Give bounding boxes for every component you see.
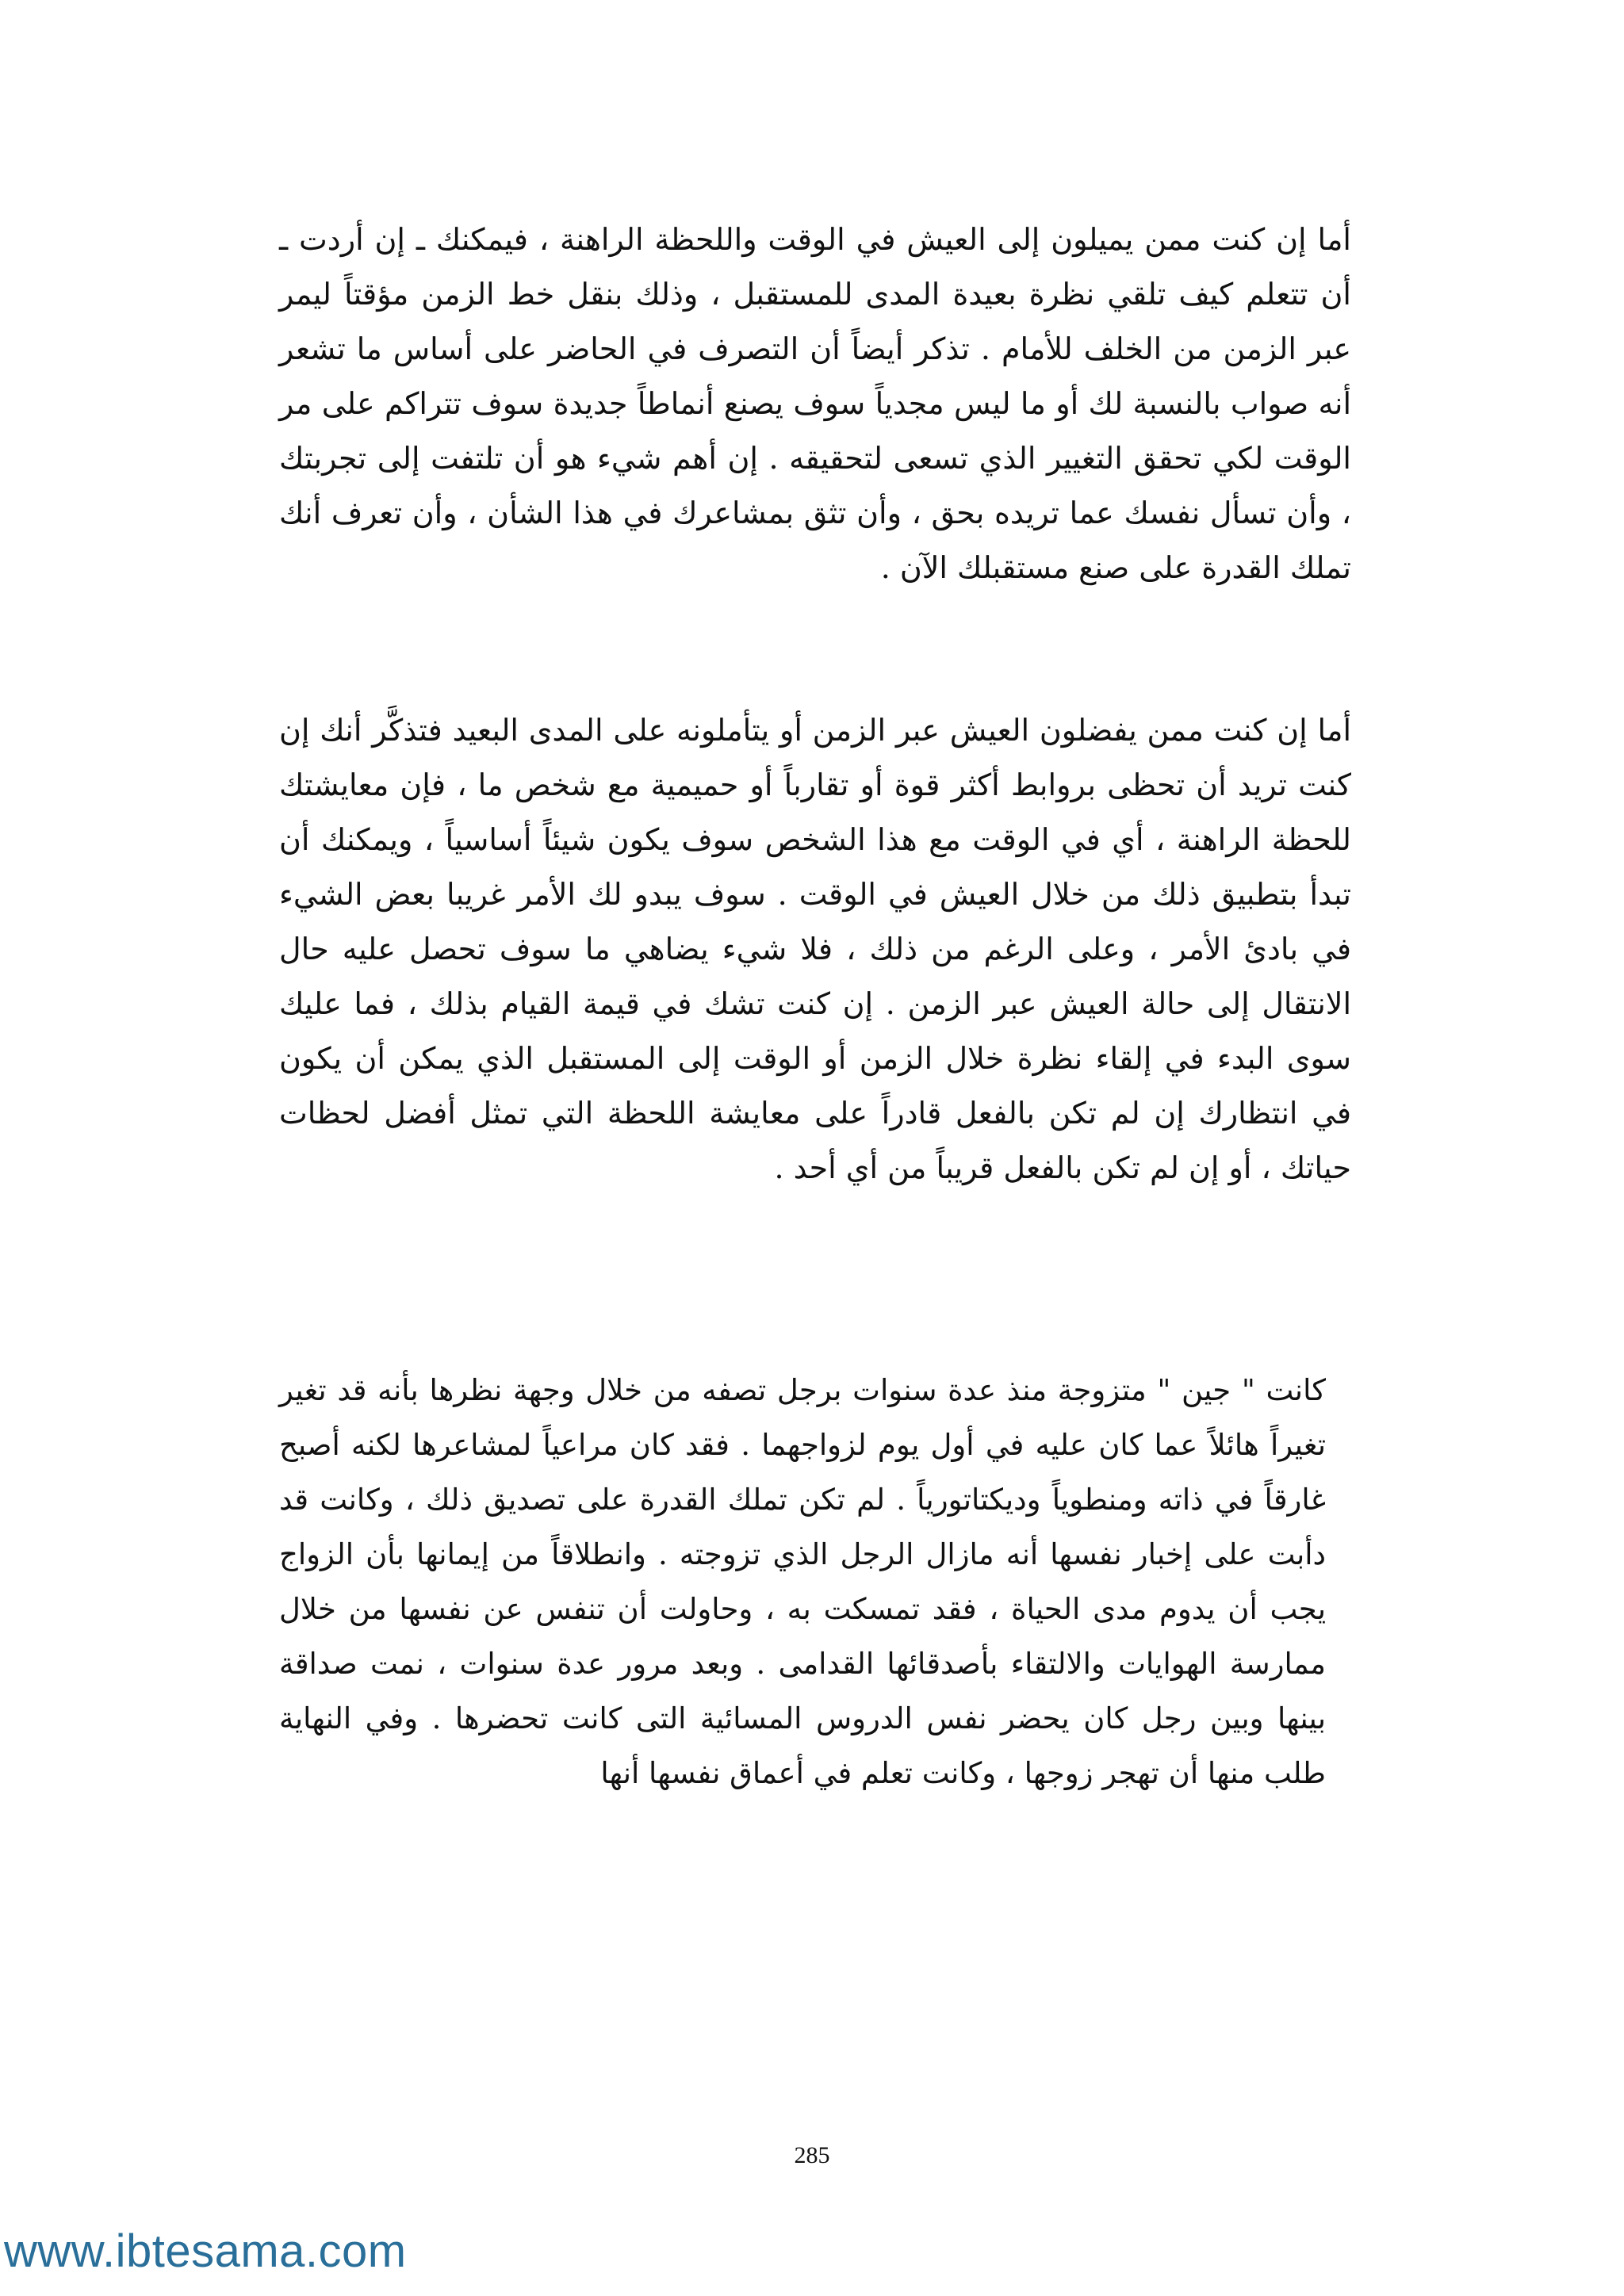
body-paragraph-through-time: أما إن كنت ممن يفضلون العيش عبر الزمن أو يتأملونه على المدى البعيد فتذكَّر أنك إن كنت تريد أن تحظى بروابط أكثر قوة أو تقارباً أو حميمية مع شخص ما ، فإن معايشتك للحظة الراهنة ، أي في الوقت مع هذا الشخص سوف يكون شيئاً أساسياً ، ويمكنك أن تبدأ بتطبيق ذلك من خلال العيش في الوقت . سوف يبدو لك الأمر غريبا بعض الشيء في بادئ الأمر ، وعلى الرغم من ذلك ، فلا شيء يضاهي ما سوف تحصل عليه حال الانتقال إلى حالة العيش عبر الزمن . إن كنت تشك في قيمة القيام بذلك ، فما عليك سوى البدء في إلقاء نظرة خلال الزمن أو الوقت إلى المستقبل الذي يمكن أن يكون في انتظارك إن لم تكن بالفعل قادراً على معايشة اللحظة التي تمثل أفضل لحظات حياتك ، أو إن لم تكن بالفعل قريباً من أي أحد . <box>279 713 1351 1185</box>
site-watermark: www.ibtesama.com <box>4 2225 407 2277</box>
page-number: 285 <box>794 2142 830 2168</box>
body-paragraph-present-time: أما إن كنت ممن يميلون إلى العيش في الوقت واللحظة الراهنة ، فيمكنك ـ إن أردت ـ أن تتعلم كيف تلقي نظرة بعيدة المدى للمستقبل ، وذلك بنقل خط الزمن مؤقتاً ليمر عبر الزمن من الخلف للأمام . تذكر أيضاً أن التصرف في الحاضر على أساس ما تشعر أنه صواب بالنسبة لك أو ما ليس مجدياً سوف يصنع أنماطاً جديدة سوف تتراكم على مر الوقت لكي تحقق التغيير الذي تسعى لتحقيقه . إن أهم شيء هو أن تلتفت إلى تجربتك ، وأن تسأل نفسك عما تريده بحق ، وأن تثق بمشاعرك في هذا الشأن ، وأن تعرف أنك تملك القدرة على صنع مستقبلك الآن . <box>279 222 1351 585</box>
case-study-paragraph: كانت " جين " متزوجة منذ عدة سنوات برجل تصفه من خلال وجهة نظرها بأنه قد تغير تغيراً هائلاً عما كان عليه في أول يوم لزواجهما . فقد كان مراعياً لمشاعرها لكنه أصبح غارقاً في ذاته ومنطوياً وديكتاتورياً . لم تكن تملك القدرة على تصديق ذلك ، وكانت قد دأبت على إخبار نفسها أنه مازال الرجل الذي تزوجته . وانطلاقاً من إيمانها بأن الزواج يجب أن يدوم مدى الحياة ، فقد تمسكت به ، وحاولت أن تنفس عن نفسها من خلال ممارسة الهوايات والالتقاء بأصدقائها القدامى . وبعد مرور عدة سنوات ، نمت صداقة بينها وبين رجل كان يحضر نفس الدروس المسائية التى كانت تحضرها . وفي النهاية طلب منها أن تهجر زوجها ، وكانت تعلم في أعماق نفسها أنها <box>279 1373 1326 1790</box>
